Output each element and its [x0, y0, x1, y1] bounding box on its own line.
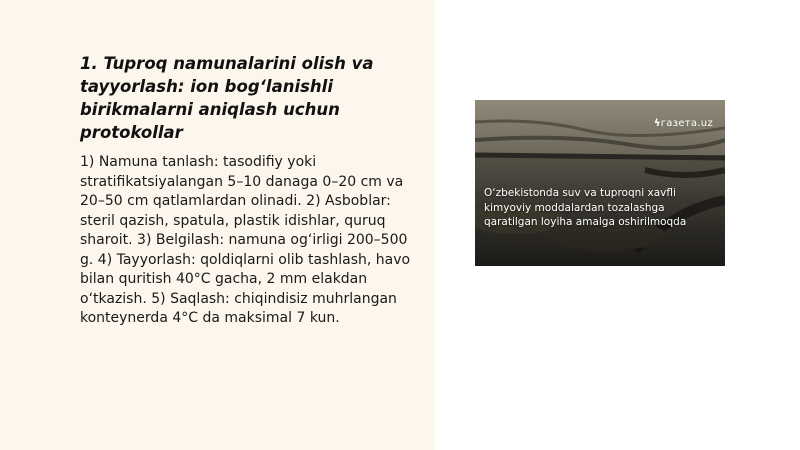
logo-text: газета.uz: [660, 118, 713, 129]
section-heading: 1. Tuproq namunalarini olish va tayyorlash: ion bog‘lanishli birikmalarni aniqlash uchun protokollar: [80, 54, 374, 142]
gazeta-logo: [654, 118, 713, 129]
image-caption: O‘zbekistonda suv va tuproqni xavfli kimyoviy moddalardan tozalashga qaratilgan loyiha amalga oshirilmoqda: [484, 187, 687, 228]
lightning-icon: ϟ: [653, 118, 661, 129]
section-body: 1) Namuna tanlash: tasodifiy yoki stratifikatsiyalangan 5–10 danaga 0–20 cm va 20–50 cm qatlamlardan olinadi. 2) Asboblar: steril qazish, spatula, plastik idishlar, quruq sharoit. 3) Belgilash: namuna og‘irligi 200–500 g. 4) Tayyorlash: qoldiqlarni olib tashlash, havo bilan quritish 40°C gacha, 2 mm elakdan o‘tkazish. 5) Saqlash: chiqindisiz muhrlangan konteynerda 4°C da maksimal 7 kun.: [80, 154, 411, 326]
news-image: [475, 100, 725, 266]
